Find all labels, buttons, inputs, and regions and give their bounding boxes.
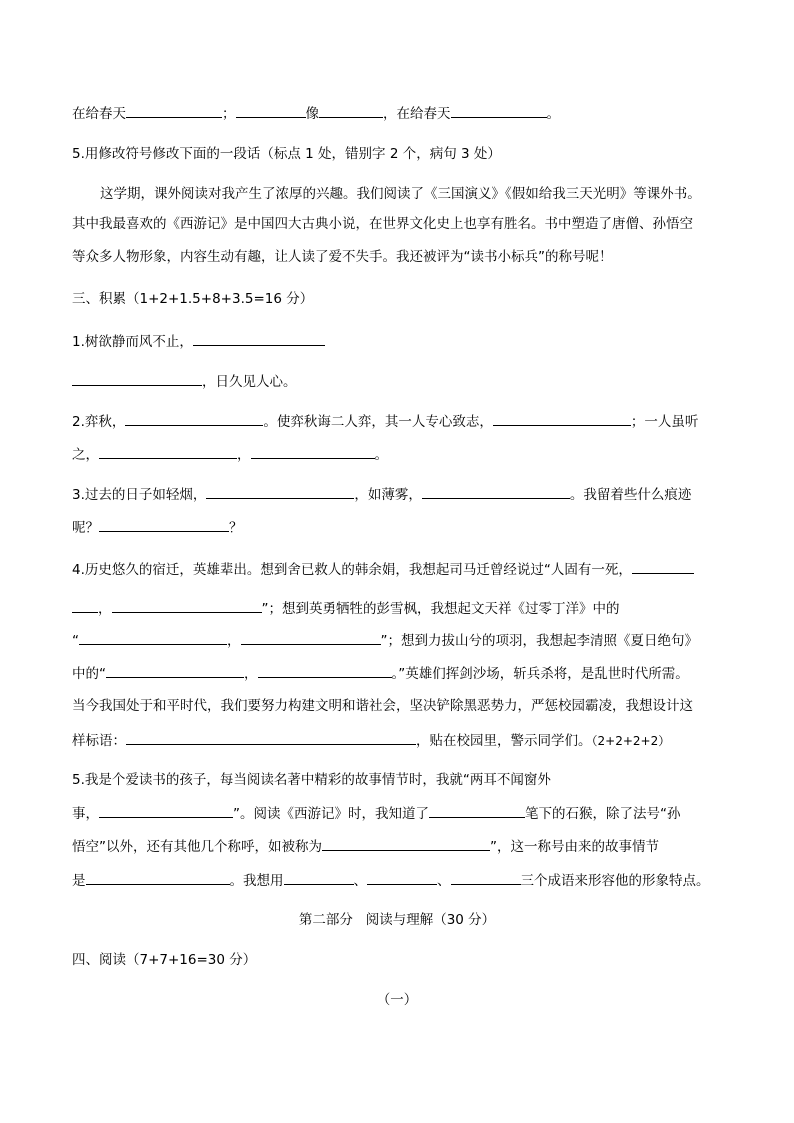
blank xyxy=(451,103,547,118)
text: 。”英雄们挥剑沙场，斩兵杀将，是乱世时代所需。 xyxy=(391,666,689,682)
fill-line xyxy=(72,484,691,505)
subsection-heading: （一） xyxy=(376,992,418,1008)
text: 样标语： xyxy=(72,733,126,749)
blank xyxy=(367,870,437,885)
blank xyxy=(79,630,227,645)
text: ”；想到英勇牺牲的彭雪枫，我想起文天祥《过零丁洋》中的 xyxy=(261,601,620,617)
text: ， xyxy=(98,601,112,617)
fill-line-spring xyxy=(72,103,560,124)
fill-line xyxy=(72,598,620,619)
text: 。我想用 xyxy=(229,873,284,889)
fill-line: 当今我国处于和平时代，我们要努力构建文明和谐社会，坚决铲除黑恶势力，严惩校园霸凌，我想设计这 xyxy=(72,698,693,714)
blank xyxy=(126,730,416,745)
blank xyxy=(112,598,262,613)
text: 、 xyxy=(353,873,367,889)
fill-line xyxy=(72,559,694,580)
blank xyxy=(319,103,383,118)
section-heading: 四、阅读（7+7+16=30 分） xyxy=(72,952,257,968)
blank xyxy=(126,103,222,118)
text: 中的“ xyxy=(72,666,106,682)
text: “ xyxy=(72,633,79,649)
text: 之， xyxy=(72,447,99,463)
text: ，贴在校园里，警示同学们。 xyxy=(416,733,592,749)
blank xyxy=(193,331,325,346)
text: ；一人虽听 xyxy=(630,414,699,430)
text: ”；想到力拔山兮的项羽，我想起李清照《夏日绝句》 xyxy=(380,633,698,649)
text: ？ xyxy=(229,520,243,536)
score-note: （2+2+2+2） xyxy=(591,734,671,748)
blank xyxy=(241,630,381,645)
paragraph-line: 其中我最喜欢的《西游记》是中国四大古典小说，在世界文化史上也享有胜名。书中塑造了唐僧、孙悟空 xyxy=(72,216,693,232)
fill-line: 5.我是个爱读书的孩子，每当阅读名著中精彩的故事情节时，我就“两耳不闻窗外 xyxy=(72,772,551,788)
blank xyxy=(322,836,490,851)
fill-line xyxy=(72,411,698,432)
fill-line xyxy=(72,730,670,751)
fill-line xyxy=(72,870,710,891)
paragraph-line: 等众多人物形象，内容生动有趣，让人读了爱不失手。我还被评为“读书小标兵”的称号呢！ xyxy=(72,249,613,265)
blank xyxy=(284,870,354,885)
blank xyxy=(99,803,233,818)
text: 1.树欲静而风不止， xyxy=(72,334,193,350)
blank xyxy=(99,444,237,459)
blank xyxy=(429,803,525,818)
blank xyxy=(99,517,229,532)
text: ； xyxy=(222,106,236,122)
text: 呢？ xyxy=(72,520,99,536)
blank xyxy=(632,559,694,574)
text: 笔下的石猴，除了法号“孙 xyxy=(525,806,681,822)
blank xyxy=(493,411,631,426)
fill-line xyxy=(72,663,689,684)
text: ，在给春天 xyxy=(383,106,451,122)
blank xyxy=(236,103,306,118)
text: 2.弈秋， xyxy=(72,414,126,430)
paragraph-line: 这学期，课外阅读对我产生了浓厚的兴趣。我们阅读了《三国演义》《假如给我三天光明》等课外书。 xyxy=(100,186,701,202)
text: 3.过去的日子如轻烟， xyxy=(72,487,207,503)
section-heading: 三、积累（1+2+1.5+8+3.5=16 分） xyxy=(72,291,314,307)
text: 像 xyxy=(305,106,319,122)
fill-line xyxy=(72,803,681,824)
blank xyxy=(86,870,230,885)
question-title: 5.用修改符号修改下面的一段话（标点 1 处，错别字 2 个，病句 3 处） xyxy=(72,146,501,162)
blank xyxy=(258,663,392,678)
text: ， xyxy=(237,447,251,463)
blank xyxy=(251,444,375,459)
fill-line xyxy=(72,444,388,465)
blank xyxy=(72,371,202,386)
text: 事， xyxy=(72,806,99,822)
blank xyxy=(106,663,244,678)
text: 。使弈秋诲二人弈，其一人专心致志， xyxy=(263,414,493,430)
part-heading: 第二部分 阅读与理解（30 分） xyxy=(298,912,496,928)
text: 。 xyxy=(374,447,388,463)
text: 在给春天 xyxy=(72,106,126,122)
text: 三个成语来形容他的形象特点。 xyxy=(520,873,710,889)
blank xyxy=(422,484,570,499)
text: ”。阅读《西游记》时，我知道了 xyxy=(233,806,429,822)
blank xyxy=(451,870,521,885)
fill-line xyxy=(72,836,659,857)
blank xyxy=(72,598,98,613)
text: 、 xyxy=(437,873,451,889)
fill-line xyxy=(72,517,243,538)
blank xyxy=(125,411,263,426)
text: 4.历史悠久的宿迁，英雄辈出。想到舍已救人的韩余娟，我想起司马迁曾经说过“人固有一死， xyxy=(72,562,632,578)
blank xyxy=(206,484,354,499)
fill-line xyxy=(72,331,325,352)
text: ， xyxy=(244,666,258,682)
fill-line xyxy=(72,630,698,651)
text: 。我留着些什么痕迹 xyxy=(569,487,692,503)
text: 是 xyxy=(72,873,86,889)
text: 。 xyxy=(546,106,560,122)
text: 悟空”以外，还有其他几个称呼，如被称为 xyxy=(72,839,322,855)
text: ，如薄雾， xyxy=(354,487,422,503)
fill-line xyxy=(72,371,297,392)
text: ， xyxy=(227,633,241,649)
text: ，日久见人心。 xyxy=(202,374,297,390)
text: ”，这一称号由来的故事情节 xyxy=(490,839,659,855)
